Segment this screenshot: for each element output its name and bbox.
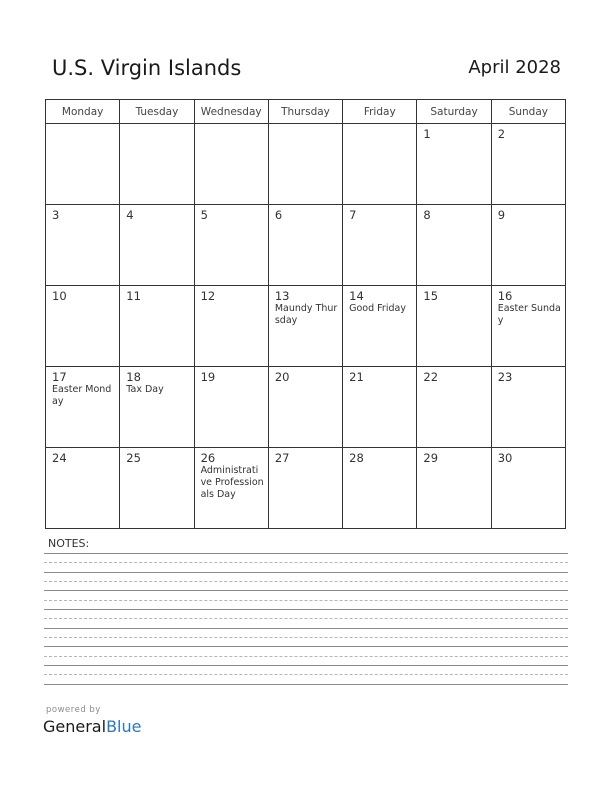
page-title: U.S. Virgin Islands bbox=[52, 56, 242, 80]
holiday-label: Administrative Professionals Day bbox=[200, 465, 264, 500]
weekday-tuesday: Tuesday bbox=[120, 100, 194, 124]
notes-line bbox=[44, 628, 568, 629]
day-cell bbox=[46, 286, 120, 367]
day-number: 30 bbox=[497, 451, 513, 465]
notes-line bbox=[44, 684, 568, 685]
day-cell bbox=[343, 286, 417, 367]
day-number: 16 bbox=[497, 289, 513, 303]
weekday-wednesday: Wednesday bbox=[194, 100, 268, 124]
week-row bbox=[46, 205, 566, 286]
holiday-label: Maundy Thursday bbox=[274, 303, 338, 326]
notes-line bbox=[44, 674, 568, 675]
weekday-monday: Monday bbox=[46, 100, 120, 124]
day-number: 20 bbox=[274, 370, 290, 384]
day-number: 26 bbox=[200, 451, 216, 465]
notes-line bbox=[44, 562, 568, 563]
day-cell bbox=[46, 205, 120, 286]
day-cell bbox=[46, 448, 120, 529]
day-cell bbox=[268, 205, 342, 286]
holiday-label: Tax Day bbox=[126, 384, 164, 395]
week-row bbox=[46, 367, 566, 448]
notes-line bbox=[44, 646, 568, 647]
day-cell bbox=[491, 205, 565, 286]
day-number: 14 bbox=[349, 289, 364, 303]
powered-by-text: powered by bbox=[46, 705, 101, 715]
notes-line bbox=[44, 637, 568, 638]
day-cell bbox=[268, 448, 342, 529]
day-number: 24 bbox=[52, 451, 67, 465]
day-number: 28 bbox=[349, 451, 364, 465]
day-number: 8 bbox=[423, 208, 431, 222]
day-number: 11 bbox=[126, 289, 141, 303]
day-cell bbox=[194, 448, 268, 529]
day-number: 13 bbox=[274, 289, 290, 303]
day-cell bbox=[491, 124, 565, 205]
day-cell bbox=[120, 205, 194, 286]
day-cell bbox=[343, 367, 417, 448]
day-number: 18 bbox=[126, 370, 141, 384]
day-number: 3 bbox=[52, 208, 60, 222]
day-number: 17 bbox=[52, 370, 67, 384]
day-cell bbox=[343, 205, 417, 286]
day-number: 27 bbox=[274, 451, 290, 465]
day-cell bbox=[120, 367, 194, 448]
day-number: 21 bbox=[349, 370, 364, 384]
day-number: 12 bbox=[200, 289, 216, 303]
day-cell bbox=[343, 124, 417, 205]
day-number: 5 bbox=[200, 208, 208, 222]
weekday-saturday: Saturday bbox=[417, 100, 491, 124]
day-number: 15 bbox=[423, 289, 439, 303]
day-cell bbox=[46, 367, 120, 448]
calendar-grid bbox=[45, 99, 566, 529]
day-cell bbox=[417, 286, 491, 367]
day-number: 25 bbox=[126, 451, 141, 465]
notes-line bbox=[44, 600, 568, 601]
month-label: April 2028 bbox=[468, 57, 561, 78]
day-number: 29 bbox=[423, 451, 439, 465]
day-cell bbox=[194, 367, 268, 448]
holiday-label: Good Friday bbox=[349, 303, 406, 314]
day-cell bbox=[343, 448, 417, 529]
day-cell bbox=[268, 286, 342, 367]
day-cell bbox=[417, 124, 491, 205]
holiday-label: Easter Monday bbox=[52, 384, 112, 407]
weekday-friday: Friday bbox=[343, 100, 417, 124]
week-row bbox=[46, 286, 566, 367]
day-cell bbox=[417, 205, 491, 286]
day-number: 9 bbox=[497, 208, 506, 222]
day-number: 1 bbox=[423, 127, 431, 141]
day-number: 23 bbox=[497, 370, 513, 384]
day-number: 2 bbox=[497, 127, 506, 141]
day-cell bbox=[194, 124, 268, 205]
day-number: 7 bbox=[349, 208, 357, 222]
day-cell bbox=[194, 205, 268, 286]
notes-line bbox=[44, 609, 568, 610]
notes-line bbox=[44, 553, 568, 554]
notes-line bbox=[44, 572, 568, 573]
week-row bbox=[46, 124, 566, 205]
notes-line bbox=[44, 618, 568, 619]
holiday-label: Easter Sunday bbox=[497, 303, 561, 326]
day-cell bbox=[46, 124, 120, 205]
brand-blue: Blue bbox=[106, 717, 142, 736]
notes-line bbox=[44, 590, 568, 591]
notes-line bbox=[44, 581, 568, 582]
day-number: 19 bbox=[200, 370, 216, 384]
brand-logo[interactable] bbox=[43, 717, 141, 736]
week-row bbox=[46, 448, 566, 529]
notes-line bbox=[44, 656, 568, 657]
day-cell bbox=[417, 448, 491, 529]
day-number: 22 bbox=[423, 370, 439, 384]
day-cell bbox=[120, 124, 194, 205]
day-cell bbox=[417, 367, 491, 448]
day-cell bbox=[491, 286, 565, 367]
day-cell bbox=[491, 367, 565, 448]
day-cell bbox=[268, 124, 342, 205]
day-cell bbox=[120, 286, 194, 367]
weekday-sunday: Sunday bbox=[491, 100, 565, 124]
weekday-header-row bbox=[46, 100, 566, 124]
day-cell bbox=[491, 448, 565, 529]
brand-general: General bbox=[43, 717, 107, 736]
day-cell bbox=[120, 448, 194, 529]
notes-line bbox=[44, 665, 568, 666]
weekday-thursday: Thursday bbox=[268, 100, 342, 124]
day-cell bbox=[268, 367, 342, 448]
day-number: 4 bbox=[126, 208, 134, 222]
day-number: 6 bbox=[274, 208, 283, 222]
notes-label: NOTES: bbox=[48, 537, 90, 550]
day-number: 10 bbox=[52, 289, 67, 303]
day-cell bbox=[194, 286, 268, 367]
